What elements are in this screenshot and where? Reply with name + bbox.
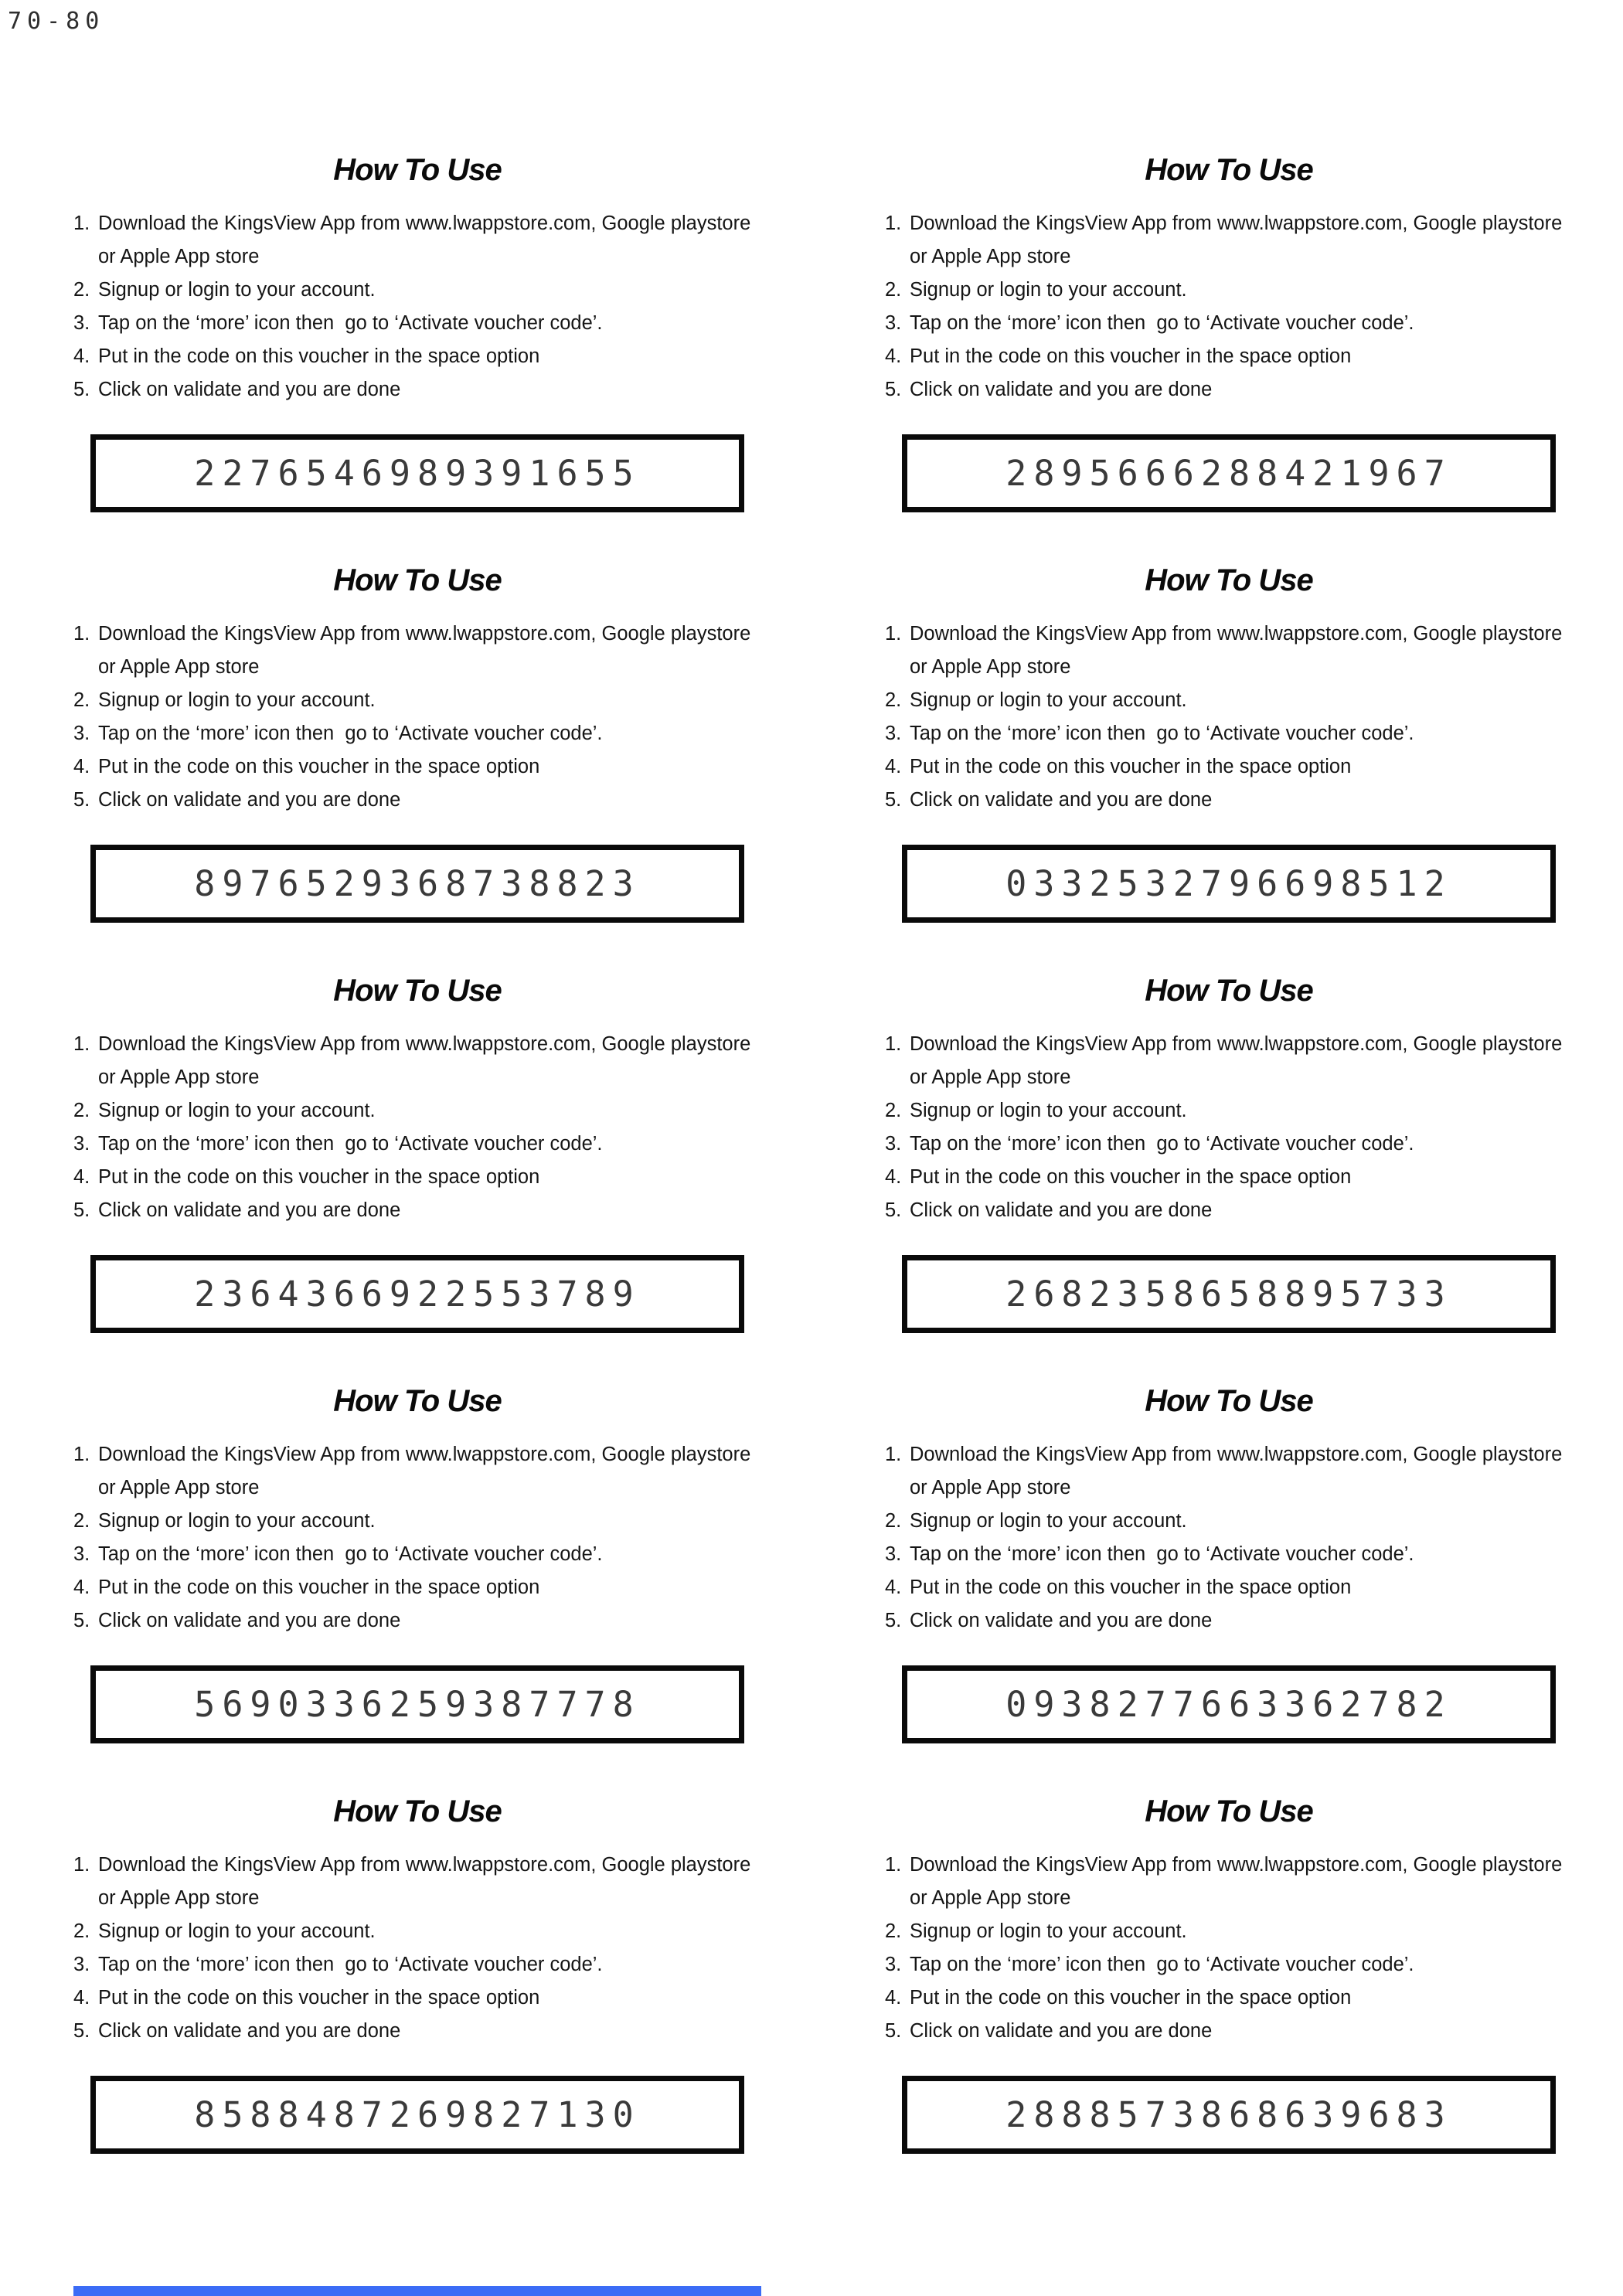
- step-item: [885, 1571, 1573, 1604]
- step-number: 4.: [885, 1987, 902, 2009]
- voucher-block: [885, 968, 1573, 1378]
- step-number: 5.: [885, 789, 902, 811]
- step-number: 2.: [73, 279, 90, 301]
- step-number: 3.: [73, 312, 90, 334]
- step-number: 4.: [885, 345, 902, 367]
- step-item: [73, 1849, 761, 1915]
- howto-title: How To Use: [333, 1384, 502, 1418]
- voucher-code: 8976529368738823: [194, 863, 641, 904]
- voucher-block: [885, 1378, 1573, 1788]
- voucher-code: 0332532796698512: [1005, 863, 1452, 904]
- step-item: [73, 1981, 761, 2015]
- step-item: [73, 207, 761, 274]
- howto-title: How To Use: [1145, 153, 1313, 187]
- step-item: [73, 1505, 761, 1538]
- step-item: [885, 684, 1573, 717]
- step-item: [73, 784, 761, 817]
- steps-list: [73, 1438, 761, 1638]
- step-item: [885, 1948, 1573, 1981]
- step-item: [885, 1194, 1573, 1227]
- step-text: Tap on the ‘more’ icon then go to ‘Activate voucher code’.: [910, 723, 1414, 744]
- step-item: [73, 1571, 761, 1604]
- step-text: Tap on the ‘more’ icon then go to ‘Activate voucher code’.: [910, 312, 1414, 334]
- voucher-code-box: [902, 434, 1556, 512]
- step-number: 5.: [885, 2020, 902, 2042]
- step-item: [73, 274, 761, 307]
- voucher-code: 8588487269827130: [194, 2094, 641, 2135]
- steps-list: [885, 207, 1573, 406]
- step-number: 3.: [73, 1133, 90, 1155]
- step-number: 3.: [73, 723, 90, 744]
- step-text: Put in the code on this voucher in the space option: [98, 345, 540, 367]
- voucher-code-box: [902, 1665, 1556, 1743]
- step-item: [73, 1094, 761, 1128]
- step-number: 3.: [885, 1954, 902, 1975]
- step-number: 5.: [885, 379, 902, 400]
- step-number: 1.: [885, 1854, 902, 1876]
- step-item: [885, 1161, 1573, 1194]
- steps-list: [885, 1028, 1573, 1227]
- step-number: 5.: [73, 379, 90, 400]
- step-item: [73, 340, 761, 373]
- voucher-code-box: [90, 2076, 744, 2154]
- step-text: Tap on the ‘more’ icon then go to ‘Activate voucher code’.: [98, 723, 603, 744]
- steps-list: [885, 1438, 1573, 1638]
- step-number: 5.: [885, 1199, 902, 1221]
- step-item: [885, 1028, 1573, 1094]
- step-text: Click on validate and you are done: [910, 1199, 1213, 1221]
- voucher-code: 2364366922553789: [194, 1274, 641, 1315]
- voucher-code-box: [902, 1255, 1556, 1333]
- step-number: 4.: [885, 1577, 902, 1598]
- step-text: Tap on the ‘more’ icon then go to ‘Activate voucher code’.: [910, 1543, 1414, 1565]
- step-text: Click on validate and you are done: [910, 1610, 1213, 1631]
- step-number: 2.: [885, 1510, 902, 1532]
- step-item: [73, 2015, 761, 2048]
- step-number: 4.: [73, 1987, 90, 2009]
- voucher-block: [73, 1788, 761, 2199]
- step-text: Tap on the ‘more’ icon then go to ‘Activate voucher code’.: [98, 312, 603, 334]
- step-number: 1.: [885, 213, 902, 234]
- step-text: Signup or login to your account.: [98, 1510, 376, 1532]
- howto-title: How To Use: [1145, 1384, 1313, 1418]
- voucher-grid: [73, 147, 1573, 2199]
- step-text: Put in the code on this voucher in the space option: [910, 756, 1352, 777]
- step-number: 4.: [73, 1577, 90, 1598]
- step-text: Tap on the ‘more’ icon then go to ‘Activate voucher code’.: [910, 1954, 1414, 1975]
- voucher-code-box: [902, 845, 1556, 923]
- step-number: 2.: [73, 1100, 90, 1121]
- step-number: 3.: [885, 1543, 902, 1565]
- voucher-block: [885, 147, 1573, 557]
- step-text: Download the KingsView App from www.lwappstore.com, Google playstore or Apple App store: [98, 213, 757, 267]
- step-text: Put in the code on this voucher in the space option: [98, 1166, 540, 1188]
- step-number: 5.: [885, 1610, 902, 1631]
- footer-blue-bar: [73, 2286, 761, 2296]
- step-text: Download the KingsView App from www.lwappstore.com, Google playstore or Apple App store: [910, 1854, 1568, 1909]
- step-item: [885, 617, 1573, 684]
- step-text: Put in the code on this voucher in the space option: [98, 1987, 540, 2009]
- step-item: [885, 1505, 1573, 1538]
- step-item: [885, 750, 1573, 784]
- step-item: [73, 1538, 761, 1571]
- step-item: [73, 307, 761, 340]
- voucher-block: [885, 557, 1573, 968]
- step-number: 4.: [73, 756, 90, 777]
- step-text: Tap on the ‘more’ icon then go to ‘Activate voucher code’.: [98, 1954, 603, 1975]
- voucher-code-box: [90, 845, 744, 923]
- step-number: 2.: [885, 689, 902, 711]
- step-item: [73, 1438, 761, 1505]
- step-number: 4.: [73, 1166, 90, 1188]
- step-item: [885, 307, 1573, 340]
- step-text: Tap on the ‘more’ icon then go to ‘Activate voucher code’.: [910, 1133, 1414, 1155]
- step-item: [73, 684, 761, 717]
- step-number: 3.: [885, 723, 902, 744]
- step-number: 1.: [73, 1854, 90, 1876]
- steps-list: [885, 617, 1573, 817]
- step-text: Click on validate and you are done: [98, 1610, 401, 1631]
- step-text: Signup or login to your account.: [98, 1920, 376, 1942]
- steps-list: [73, 1849, 761, 2048]
- step-number: 1.: [885, 1444, 902, 1465]
- step-item: [885, 340, 1573, 373]
- voucher-code: 5690336259387778: [194, 1684, 641, 1725]
- step-number: 1.: [73, 623, 90, 645]
- step-item: [885, 717, 1573, 750]
- voucher-code-box: [90, 1255, 744, 1333]
- step-text: Tap on the ‘more’ icon then go to ‘Activate voucher code’.: [98, 1133, 603, 1155]
- step-text: Signup or login to your account.: [98, 279, 376, 301]
- step-number: 4.: [885, 1166, 902, 1188]
- step-item: [885, 373, 1573, 406]
- step-text: Click on validate and you are done: [98, 379, 401, 400]
- step-item: [885, 1128, 1573, 1161]
- step-number: 2.: [885, 1920, 902, 1942]
- step-number: 5.: [73, 789, 90, 811]
- step-number: 1.: [885, 1033, 902, 1055]
- step-item: [885, 1094, 1573, 1128]
- howto-title: How To Use: [333, 563, 502, 597]
- step-item: [73, 750, 761, 784]
- step-item: [885, 1849, 1573, 1915]
- step-text: Tap on the ‘more’ icon then go to ‘Activate voucher code’.: [98, 1543, 603, 1565]
- step-item: [73, 1161, 761, 1194]
- steps-list: [73, 1028, 761, 1227]
- voucher-code: 2682358658895733: [1005, 1274, 1452, 1315]
- step-item: [73, 373, 761, 406]
- howto-title: How To Use: [333, 974, 502, 1008]
- voucher-block: [73, 147, 761, 557]
- step-text: Put in the code on this voucher in the space option: [910, 1577, 1352, 1598]
- step-item: [73, 1194, 761, 1227]
- step-item: [885, 274, 1573, 307]
- step-item: [885, 1915, 1573, 1948]
- step-text: Put in the code on this voucher in the space option: [910, 1987, 1352, 2009]
- voucher-code: 0938277663362782: [1005, 1684, 1452, 1725]
- step-item: [885, 1604, 1573, 1638]
- step-text: Download the KingsView App from www.lwappstore.com, Google playstore or Apple App store: [98, 1854, 757, 1909]
- voucher-code: 2888573868639683: [1005, 2094, 1452, 2135]
- steps-list: [885, 1849, 1573, 2048]
- voucher-block: [73, 968, 761, 1378]
- step-number: 5.: [73, 1199, 90, 1221]
- steps-list: [73, 207, 761, 406]
- step-text: Signup or login to your account.: [910, 1920, 1187, 1942]
- step-item: [73, 617, 761, 684]
- howto-title: How To Use: [1145, 1794, 1313, 1828]
- step-number: 5.: [73, 2020, 90, 2042]
- step-item: [885, 1438, 1573, 1505]
- howto-title: How To Use: [333, 1794, 502, 1828]
- step-text: Signup or login to your account.: [910, 1100, 1187, 1121]
- step-number: 4.: [885, 756, 902, 777]
- step-number: 5.: [73, 1610, 90, 1631]
- step-text: Click on validate and you are done: [910, 789, 1213, 811]
- step-item: [885, 2015, 1573, 2048]
- step-text: Signup or login to your account.: [98, 689, 376, 711]
- step-text: Download the KingsView App from www.lwappstore.com, Google playstore or Apple App store: [910, 623, 1568, 678]
- voucher-code: 2276546989391655: [194, 453, 641, 494]
- step-number: 1.: [73, 1033, 90, 1055]
- step-text: Download the KingsView App from www.lwappstore.com, Google playstore or Apple App store: [98, 1033, 757, 1088]
- step-number: 2.: [885, 1100, 902, 1121]
- step-item: [885, 784, 1573, 817]
- voucher-block: [73, 557, 761, 968]
- step-number: 1.: [73, 213, 90, 234]
- step-text: Download the KingsView App from www.lwappstore.com, Google playstore or Apple App store: [98, 1444, 757, 1498]
- step-item: [885, 1538, 1573, 1571]
- step-number: 2.: [73, 1510, 90, 1532]
- step-item: [885, 207, 1573, 274]
- step-text: Click on validate and you are done: [98, 1199, 401, 1221]
- step-text: Click on validate and you are done: [98, 789, 401, 811]
- step-item: [885, 1981, 1573, 2015]
- step-number: 3.: [73, 1543, 90, 1565]
- step-number: 3.: [885, 312, 902, 334]
- step-text: Download the KingsView App from www.lwappstore.com, Google playstore or Apple App store: [910, 1033, 1568, 1088]
- step-item: [73, 1915, 761, 1948]
- step-item: [73, 1028, 761, 1094]
- voucher-code-box: [90, 434, 744, 512]
- howto-title: How To Use: [1145, 974, 1313, 1008]
- step-text: Click on validate and you are done: [98, 2020, 401, 2042]
- step-text: Download the KingsView App from www.lwappstore.com, Google playstore or Apple App store: [910, 1444, 1568, 1498]
- step-number: 3.: [73, 1954, 90, 1975]
- step-item: [73, 717, 761, 750]
- voucher-code-box: [90, 1665, 744, 1743]
- howto-title: How To Use: [333, 153, 502, 187]
- step-item: [73, 1128, 761, 1161]
- step-text: Signup or login to your account.: [98, 1100, 376, 1121]
- page-label: 70-80: [8, 8, 105, 35]
- step-number: 2.: [885, 279, 902, 301]
- voucher-block: [73, 1378, 761, 1788]
- step-number: 1.: [885, 623, 902, 645]
- step-text: Click on validate and you are done: [910, 379, 1213, 400]
- step-text: Put in the code on this voucher in the space option: [98, 1577, 540, 1598]
- step-item: [73, 1948, 761, 1981]
- voucher-code-box: [902, 2076, 1556, 2154]
- step-text: Put in the code on this voucher in the space option: [910, 1166, 1352, 1188]
- step-text: Signup or login to your account.: [910, 279, 1187, 301]
- step-text: Download the KingsView App from www.lwappstore.com, Google playstore or Apple App store: [910, 213, 1568, 267]
- howto-title: How To Use: [1145, 563, 1313, 597]
- step-text: Put in the code on this voucher in the space option: [98, 756, 540, 777]
- step-text: Signup or login to your account.: [910, 1510, 1187, 1532]
- step-number: 4.: [73, 345, 90, 367]
- step-number: 3.: [885, 1133, 902, 1155]
- steps-list: [73, 617, 761, 817]
- step-number: 1.: [73, 1444, 90, 1465]
- step-text: Download the KingsView App from www.lwappstore.com, Google playstore or Apple App store: [98, 623, 757, 678]
- step-item: [73, 1604, 761, 1638]
- step-number: 2.: [73, 689, 90, 711]
- voucher-code: 2895666288421967: [1005, 453, 1452, 494]
- step-text: Signup or login to your account.: [910, 689, 1187, 711]
- step-text: Click on validate and you are done: [910, 2020, 1213, 2042]
- step-number: 2.: [73, 1920, 90, 1942]
- step-text: Put in the code on this voucher in the space option: [910, 345, 1352, 367]
- voucher-block: [885, 1788, 1573, 2199]
